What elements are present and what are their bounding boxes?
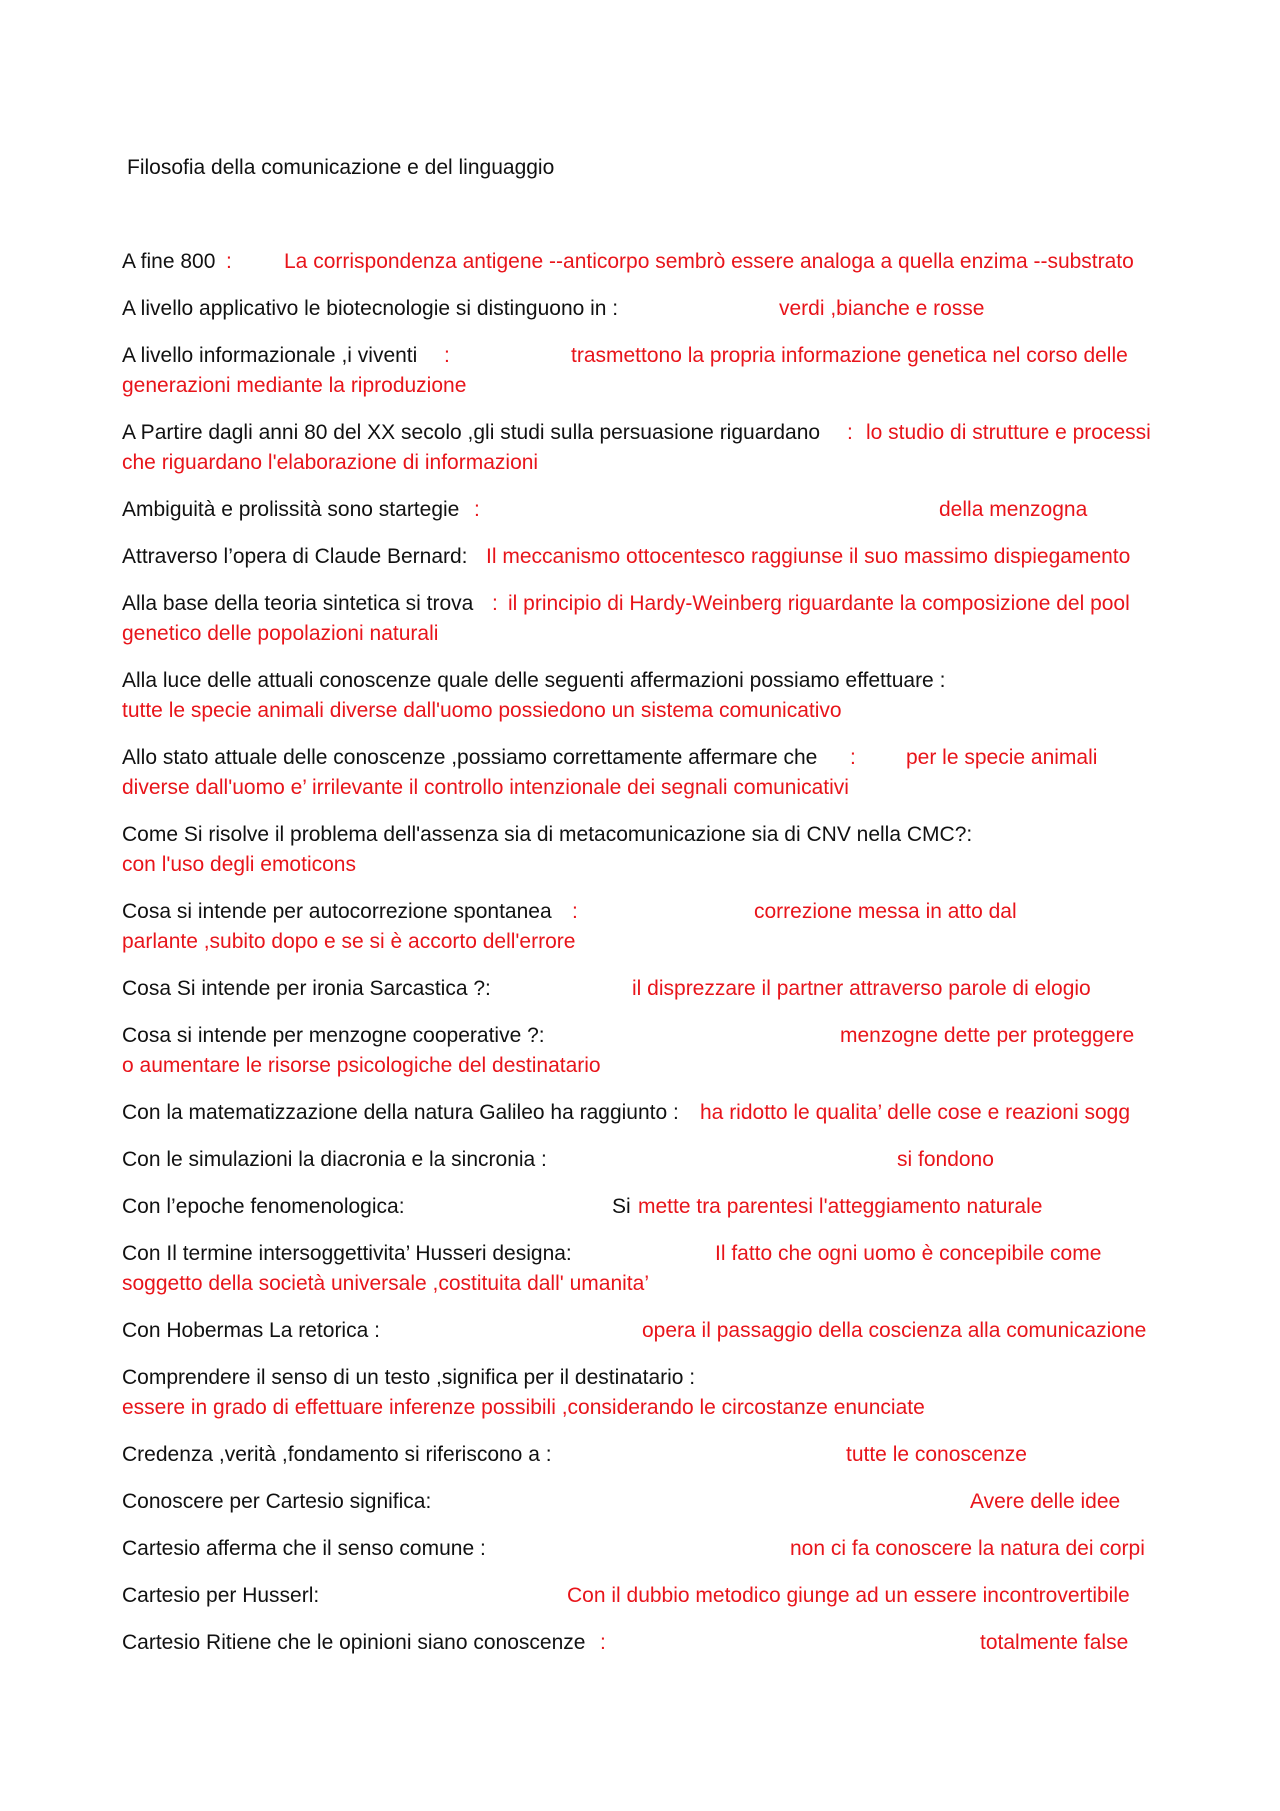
answer-text: il disprezzare il partner attraverso parole di elogio — [632, 977, 1091, 1000]
answer-text: correzione messa in atto dal — [754, 900, 1017, 923]
question-text: Cosa Si intende per ironia Sarcastica ?: — [122, 977, 491, 1000]
qa-item — [122, 1239, 1164, 1299]
document-title: Filosofia della comunicazione e del linguaggio — [127, 156, 555, 179]
question-text: Con Hobermas La retorica : — [122, 1319, 380, 1342]
qa-item — [122, 589, 1164, 649]
qa-item — [122, 418, 1164, 478]
answer-text: trasmettono la propria informazione genetica nel corso delle — [571, 344, 1128, 367]
answer-text: opera il passaggio della coscienza alla comunicazione — [642, 1319, 1147, 1342]
qa-item — [122, 1534, 1164, 1564]
question-text: Cosa si intende per autocorrezione spontanea — [122, 900, 552, 923]
question-text: Alla base della teoria sintetica si trova — [122, 592, 474, 615]
answer-text: Il fatto che ogni uomo è concepibile come — [715, 1242, 1102, 1265]
question-text: Cartesio afferma che il senso comune : — [122, 1537, 486, 1560]
qa-item — [122, 743, 1164, 803]
qa-item — [122, 1145, 1164, 1175]
qa-list — [122, 247, 1164, 1675]
answer-text: lo studio di strutture e processi — [866, 421, 1151, 444]
qa-item — [122, 542, 1164, 572]
question-separator: : — [492, 592, 498, 615]
answer-continuation: essere in grado di effettuare inferenze possibili ,considerando le circostanze enunciate — [122, 1396, 925, 1419]
question-separator: : — [444, 344, 450, 367]
qa-item — [122, 341, 1164, 401]
question-text: A Partire dagli anni 80 del XX secolo ,gli studi sulla persuasione riguardano — [122, 421, 821, 444]
qa-item — [122, 1363, 1164, 1423]
answer-continuation: genetico delle popolazioni naturali — [122, 622, 439, 645]
answer-text: Avere delle idee — [970, 1490, 1121, 1513]
answer-continuation: che riguardano l'elaborazione di informazioni — [122, 451, 539, 474]
question-text: Credenza ,verità ,fondamento si riferiscono a : — [122, 1443, 552, 1466]
qa-item — [122, 1192, 1164, 1222]
answer-continuation: generazioni mediante la riproduzione — [122, 374, 467, 397]
answer-text: Il meccanismo ottocentesco raggiunse il suo massimo dispiegamento — [486, 545, 1131, 568]
question-text: Cartesio Ritiene che le opinioni siano conoscenze — [122, 1631, 586, 1654]
qa-item — [122, 1628, 1164, 1658]
answer-continuation: parlante ,subito dopo e se si è accorto dell'errore — [122, 930, 576, 953]
question-text: Ambiguità e prolissità sono startegie — [122, 498, 460, 521]
answer-text: menzogne dette per proteggere — [840, 1024, 1135, 1047]
question-text: Conoscere per Cartesio significa: — [122, 1490, 432, 1513]
qa-item — [122, 1316, 1164, 1346]
answer-text: si fondono — [897, 1148, 994, 1171]
qa-item — [122, 666, 1164, 726]
question-separator: : — [474, 498, 480, 521]
question-text: Cosa si intende per menzogne cooperative ?: — [122, 1024, 545, 1047]
question-text: Come Si risolve il problema dell'assenza sia di metacomunicazione sia di CNV nella CMC?: — [122, 823, 973, 846]
question-text: A fine 800 — [122, 250, 216, 273]
answer-text: mette tra parentesi l'atteggiamento naturale — [638, 1195, 1043, 1218]
question-text: Attraverso l’opera di Claude Bernard: — [122, 545, 468, 568]
answer-continuation: con l'uso degli emoticons — [122, 853, 356, 876]
qa-item — [122, 1098, 1164, 1128]
answer-text: verdi ,bianche e rosse — [779, 297, 985, 320]
question-text: Con l’epoche fenomenologica: — [122, 1195, 405, 1218]
answer-text: ha ridotto le qualita’ delle cose e reazioni sogg — [700, 1101, 1130, 1124]
answer-text: della menzogna — [939, 498, 1088, 521]
answer-continuation: diverse dall'uomo e’ irrilevante il controllo intenzionale dei segnali comunicativi — [122, 776, 849, 799]
answer-text: non ci fa conoscere la natura dei corpi — [790, 1537, 1145, 1560]
qa-item — [122, 820, 1164, 880]
question-text: Cartesio per Husserl: — [122, 1584, 320, 1607]
qa-item — [122, 974, 1164, 1004]
qa-item — [122, 1487, 1164, 1517]
qa-item — [122, 1440, 1164, 1470]
answer-lead-word: Si — [612, 1195, 631, 1218]
question-text: Con Il termine intersoggettivita’ Husseri designa: — [122, 1242, 572, 1265]
question-text: Alla luce delle attuali conoscenze quale delle seguenti affermazioni possiamo effettuare : — [122, 669, 946, 692]
answer-text: tutte le conoscenze — [846, 1443, 1027, 1466]
answer-text: totalmente false — [980, 1631, 1129, 1654]
question-separator: : — [847, 421, 853, 444]
answer-text: Con il dubbio metodico giunge ad un essere incontrovertibile — [567, 1584, 1130, 1607]
question-separator: : — [600, 1631, 606, 1654]
question-text: A livello applicativo le biotecnologie si distinguono in : — [122, 297, 619, 320]
qa-item — [122, 294, 1164, 324]
question-separator: : — [572, 900, 578, 923]
question-separator: : — [226, 250, 232, 273]
answer-continuation: soggetto della società universale ,costituita dall' umanita’ — [122, 1272, 649, 1295]
qa-item — [122, 897, 1164, 957]
question-text: Con le simulazioni la diacronia e la sincronia : — [122, 1148, 547, 1171]
question-text: Allo stato attuale delle conoscenze ,possiamo correttamente affermare che — [122, 746, 818, 769]
question-text: Comprendere il senso di un testo ,significa per il destinatario : — [122, 1366, 696, 1389]
qa-item — [122, 247, 1164, 277]
question-text: A livello informazionale ,i viventi — [122, 344, 418, 367]
answer-text: per le specie animali — [906, 746, 1098, 769]
answer-continuation: tutte le specie animali diverse dall'uomo possiedono un sistema comunicativo — [122, 699, 842, 722]
answer-continuation: o aumentare le risorse psicologiche del destinatario — [122, 1054, 601, 1077]
answer-text: La corrispondenza antigene --anticorpo sembrò essere analoga a quella enzima --substrato — [284, 250, 1134, 273]
answer-text: il principio di Hardy-Weinberg riguardante la composizione del pool — [508, 592, 1130, 615]
question-separator: : — [850, 746, 856, 769]
question-text: Con la matematizzazione della natura Galileo ha raggiunto : — [122, 1101, 679, 1124]
qa-item — [122, 1581, 1164, 1611]
qa-item — [122, 495, 1164, 525]
qa-item — [122, 1021, 1164, 1081]
